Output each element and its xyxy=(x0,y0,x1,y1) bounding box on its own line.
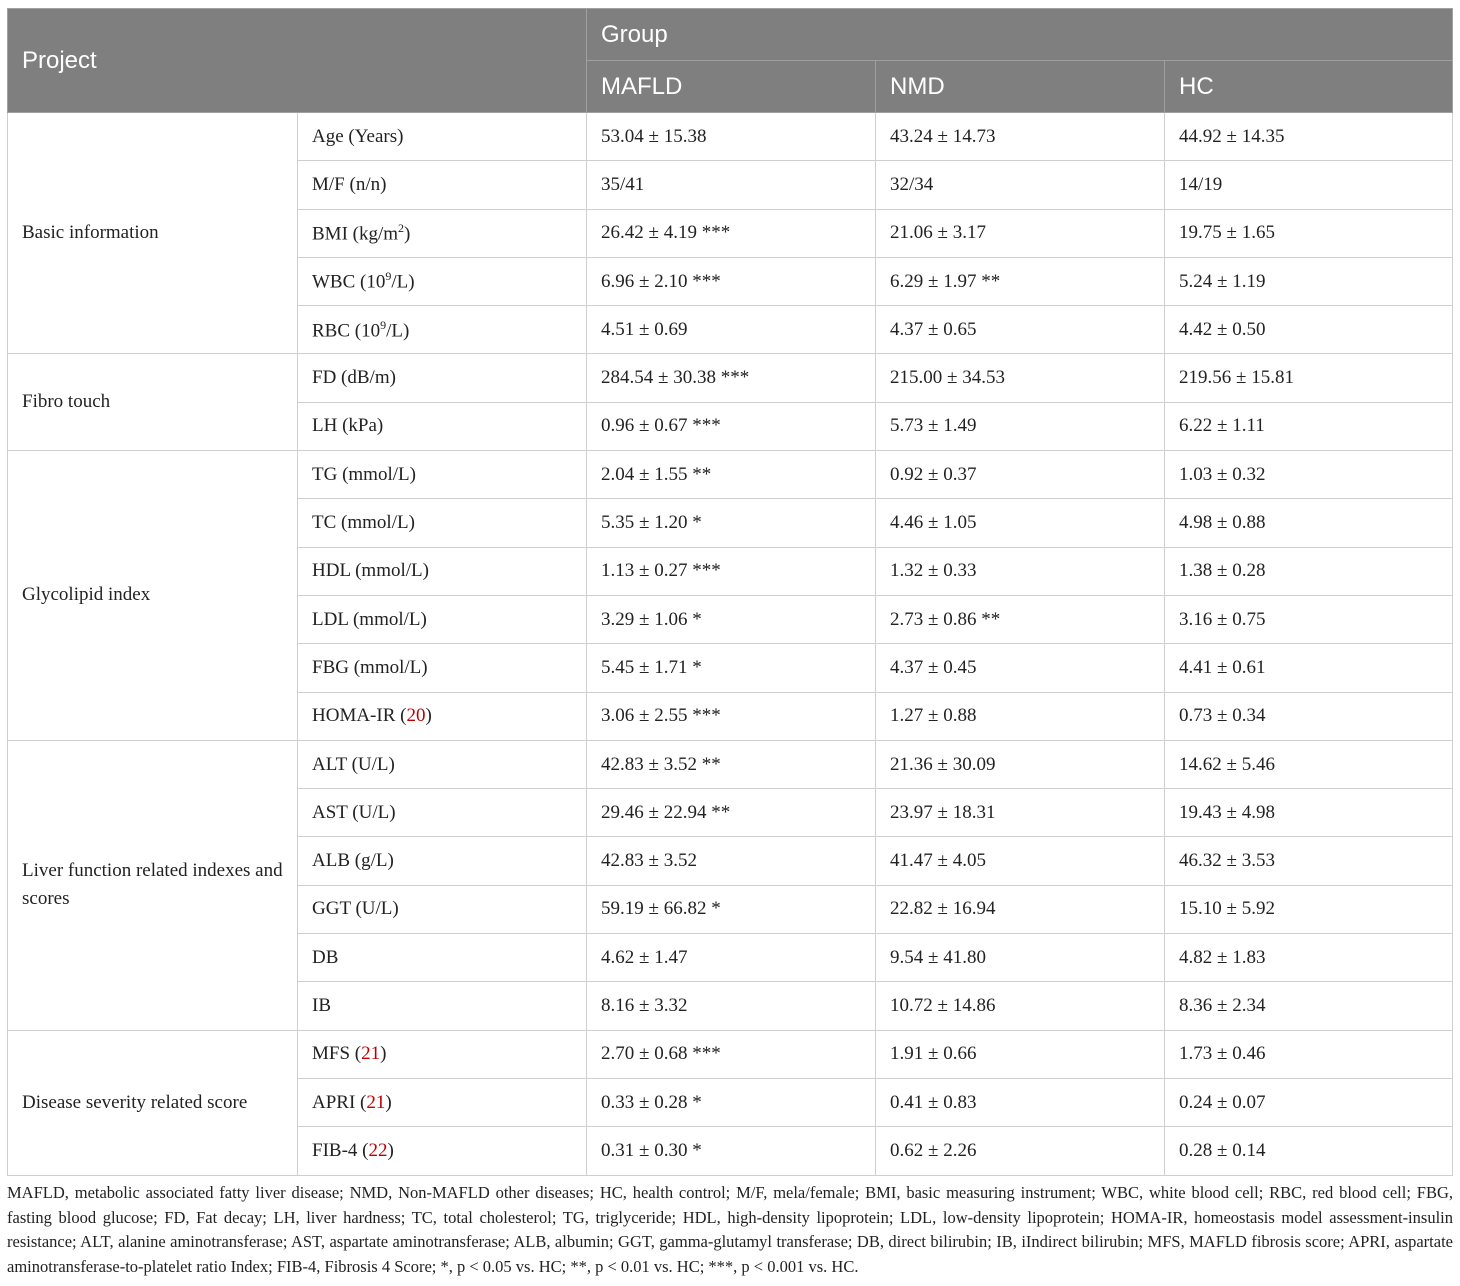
row-label-text: IB xyxy=(312,994,331,1016)
cell-nmd: 23.97 ± 18.31 xyxy=(876,789,1165,837)
reference-link[interactable]: 22 xyxy=(368,1139,388,1161)
cell-nmd: 0.62 ± 2.26 xyxy=(876,1127,1165,1175)
row-label-text: MFS ( xyxy=(312,1043,362,1065)
row-label-text: BMI (kg/m xyxy=(312,223,399,245)
cell-hc: 14.62 ± 5.46 xyxy=(1165,740,1453,788)
row-label-text: RBC (10 xyxy=(312,320,381,341)
cell-nmd: 6.29 ± 1.97 ** xyxy=(876,257,1165,305)
cell-nmd: 4.46 ± 1.05 xyxy=(876,499,1165,547)
cell-mafld: 1.13 ± 0.27 *** xyxy=(587,547,876,595)
cell-mafld: 6.96 ± 2.10 *** xyxy=(587,257,876,305)
table-row xyxy=(8,1030,1453,1078)
row-label-text: M/F (n/n) xyxy=(312,173,387,195)
cell-mafld: 4.62 ± 1.47 xyxy=(587,934,876,982)
cell-nmd: 0.92 ± 0.37 xyxy=(876,451,1165,499)
row-label-text: TG (mmol/L) xyxy=(312,463,416,485)
row-label xyxy=(298,306,587,354)
table-row xyxy=(8,740,1453,788)
group-label: Disease severity related score xyxy=(8,1030,298,1175)
row-label-suffix: /L) xyxy=(391,271,415,293)
row-label xyxy=(298,257,587,305)
table-row xyxy=(8,113,1453,161)
row-label-text: ALB (g/L) xyxy=(312,850,394,872)
row-label xyxy=(298,740,587,788)
cell-nmd: 22.82 ± 16.94 xyxy=(876,885,1165,933)
cell-hc: 6.22 ± 1.11 xyxy=(1165,402,1453,450)
cell-mafld: 42.83 ± 3.52 xyxy=(587,837,876,885)
row-label xyxy=(298,885,587,933)
cell-hc: 4.82 ± 1.83 xyxy=(1165,934,1453,982)
row-label xyxy=(298,451,587,499)
row-label-text: FIB-4 ( xyxy=(312,1139,369,1161)
cell-nmd: 2.73 ± 0.86 ** xyxy=(876,595,1165,643)
cell-hc: 15.10 ± 5.92 xyxy=(1165,885,1453,933)
cell-hc: 0.28 ± 0.14 xyxy=(1165,1127,1453,1175)
cell-mafld: 3.06 ± 2.55 *** xyxy=(587,692,876,740)
cell-nmd: 1.32 ± 0.33 xyxy=(876,547,1165,595)
cell-mafld: 284.54 ± 30.38 *** xyxy=(587,354,876,402)
cell-mafld: 2.70 ± 0.68 *** xyxy=(587,1030,876,1078)
cell-mafld: 8.16 ± 3.32 xyxy=(587,982,876,1030)
cell-hc: 14/19 xyxy=(1165,161,1453,209)
cell-nmd: 32/34 xyxy=(876,161,1165,209)
cell-hc: 0.73 ± 0.34 xyxy=(1165,692,1453,740)
cell-hc: 219.56 ± 15.81 xyxy=(1165,354,1453,402)
row-label-suffix: ) xyxy=(387,1139,394,1161)
row-label xyxy=(298,499,587,547)
cell-hc: 19.75 ± 1.65 xyxy=(1165,209,1453,257)
cell-hc: 1.73 ± 0.46 xyxy=(1165,1030,1453,1078)
row-label-text: LDL (mmol/L) xyxy=(312,608,427,630)
row-label-text: ALT (U/L) xyxy=(312,753,395,775)
row-label-suffix: ) xyxy=(385,1091,392,1113)
row-label-suffix: ) xyxy=(404,223,411,245)
cell-mafld: 0.96 ± 0.67 *** xyxy=(587,402,876,450)
row-label-text: Age (Years) xyxy=(312,125,404,147)
row-label-text: FD (dB/m) xyxy=(312,367,396,389)
row-label-superscript: 2 xyxy=(398,221,405,236)
row-label xyxy=(298,209,587,257)
cell-hc: 46.32 ± 3.53 xyxy=(1165,837,1453,885)
cell-hc: 44.92 ± 14.35 xyxy=(1165,113,1453,161)
header-col-nmd: NMD xyxy=(876,61,1165,113)
row-label xyxy=(298,354,587,402)
table-row xyxy=(8,354,1453,402)
cell-mafld: 26.42 ± 4.19 *** xyxy=(587,209,876,257)
cell-mafld: 59.19 ± 66.82 * xyxy=(587,885,876,933)
cell-mafld: 0.33 ± 0.28 * xyxy=(587,1078,876,1126)
cell-hc: 1.38 ± 0.28 xyxy=(1165,547,1453,595)
reference-link[interactable]: 21 xyxy=(366,1091,386,1113)
row-label-text: APRI ( xyxy=(312,1091,367,1113)
cell-hc: 8.36 ± 2.34 xyxy=(1165,982,1453,1030)
row-label xyxy=(298,1030,587,1078)
group-label: Basic information xyxy=(8,113,298,354)
row-label xyxy=(298,837,587,885)
table-body xyxy=(8,113,1453,1176)
cell-nmd: 4.37 ± 0.65 xyxy=(876,306,1165,354)
cell-mafld: 35/41 xyxy=(587,161,876,209)
cell-nmd: 9.54 ± 41.80 xyxy=(876,934,1165,982)
row-label xyxy=(298,1127,587,1175)
results-table xyxy=(7,8,1453,1176)
cell-mafld: 53.04 ± 15.38 xyxy=(587,113,876,161)
row-label xyxy=(298,692,587,740)
group-label: Liver function related indexes and scores xyxy=(8,740,298,1030)
cell-nmd: 43.24 ± 14.73 xyxy=(876,113,1165,161)
cell-mafld: 29.46 ± 22.94 ** xyxy=(587,789,876,837)
group-label: Glycolipid index xyxy=(8,451,298,741)
cell-hc: 4.41 ± 0.61 xyxy=(1165,644,1453,692)
row-label-superscript: 9 xyxy=(380,317,387,332)
cell-nmd: 21.06 ± 3.17 xyxy=(876,209,1165,257)
cell-hc: 4.98 ± 0.88 xyxy=(1165,499,1453,547)
row-label xyxy=(298,644,587,692)
cell-hc: 5.24 ± 1.19 xyxy=(1165,257,1453,305)
cell-hc: 3.16 ± 0.75 xyxy=(1165,595,1453,643)
cell-mafld: 5.45 ± 1.71 * xyxy=(587,644,876,692)
row-label xyxy=(298,982,587,1030)
row-label-text: FBG (mmol/L) xyxy=(312,656,428,678)
cell-nmd: 4.37 ± 0.45 xyxy=(876,644,1165,692)
row-label-text: GGT (U/L) xyxy=(312,898,399,920)
row-label-text: HDL (mmol/L) xyxy=(312,560,429,582)
row-label-superscript: 9 xyxy=(385,269,392,284)
row-label xyxy=(298,934,587,982)
row-label xyxy=(298,161,587,209)
row-label-suffix: ) xyxy=(425,705,432,727)
table-footnote: MAFLD, metabolic associated fatty liver disease; NMD, Non-MAFLD other diseases; HC, health control; M/F, mela/female; BMI, basic measuring instrument; WBC, white blood cell; RBC, red blood cell; FBG, fasting blood glucose; FD, Fat decay; LH, liver hardness; TC, total cholesterol; TG, triglyceride; HDL, high-density lipoprotein; LDL, low-density lipoprotein; HOMA-IR, homeostasis model assessment-insulin resistance; ALT, alanine aminotransferase; AST, aspartate aminotransferase; ALB, albumin; GGT, gamma-glutamyl transferase; DB, direct bilirubin; IB, iIndirect bilirubin; MFS, MAFLD fibrosis score; APRI, aspartate aminotransferase-to-platelet ratio Index; FIB-4, Fibrosis 4 Score; *, p < 0.05 vs. HC; **, p < 0.01 vs. HC; ***, p < 0.001 vs. HC. xyxy=(7,1183,1453,1276)
cell-mafld: 2.04 ± 1.55 ** xyxy=(587,451,876,499)
row-label xyxy=(298,113,587,161)
row-label xyxy=(298,547,587,595)
header-group: Group xyxy=(587,9,1453,61)
cell-nmd: 41.47 ± 4.05 xyxy=(876,837,1165,885)
cell-nmd: 1.27 ± 0.88 xyxy=(876,692,1165,740)
cell-nmd: 5.73 ± 1.49 xyxy=(876,402,1165,450)
row-label-text: DB xyxy=(312,946,339,968)
cell-hc: 1.03 ± 0.32 xyxy=(1165,451,1453,499)
reference-link[interactable]: 21 xyxy=(361,1043,381,1065)
table-row xyxy=(8,451,1453,499)
cell-mafld: 3.29 ± 1.06 * xyxy=(587,595,876,643)
cell-nmd: 10.72 ± 14.86 xyxy=(876,982,1165,1030)
header-col-hc: HC xyxy=(1165,61,1453,113)
cell-hc: 19.43 ± 4.98 xyxy=(1165,789,1453,837)
group-label: Fibro touch xyxy=(8,354,298,451)
cell-nmd: 1.91 ± 0.66 xyxy=(876,1030,1165,1078)
cell-mafld: 4.51 ± 0.69 xyxy=(587,306,876,354)
row-label-suffix: ) xyxy=(380,1043,387,1065)
header-col-mafld: MAFLD xyxy=(587,61,876,113)
cell-hc: 0.24 ± 0.07 xyxy=(1165,1078,1453,1126)
row-label-suffix: /L) xyxy=(386,320,410,341)
row-label xyxy=(298,595,587,643)
cell-mafld: 5.35 ± 1.20 * xyxy=(587,499,876,547)
row-label-text: TC (mmol/L) xyxy=(312,512,415,534)
row-label-text: AST (U/L) xyxy=(312,801,396,823)
reference-link[interactable]: 20 xyxy=(406,705,426,727)
cell-mafld: 0.31 ± 0.30 * xyxy=(587,1127,876,1175)
row-label xyxy=(298,402,587,450)
cell-nmd: 0.41 ± 0.83 xyxy=(876,1078,1165,1126)
row-label-text: LH (kPa) xyxy=(312,415,384,437)
cell-hc: 4.42 ± 0.50 xyxy=(1165,306,1453,354)
header-project: Project xyxy=(8,9,587,113)
cell-nmd: 21.36 ± 30.09 xyxy=(876,740,1165,788)
row-label-text: WBC (10 xyxy=(312,271,386,293)
cell-mafld: 42.83 ± 3.52 ** xyxy=(587,740,876,788)
row-label-text: HOMA-IR ( xyxy=(312,705,407,727)
row-label xyxy=(298,1078,587,1126)
row-label xyxy=(298,789,587,837)
cell-nmd: 215.00 ± 34.53 xyxy=(876,354,1165,402)
